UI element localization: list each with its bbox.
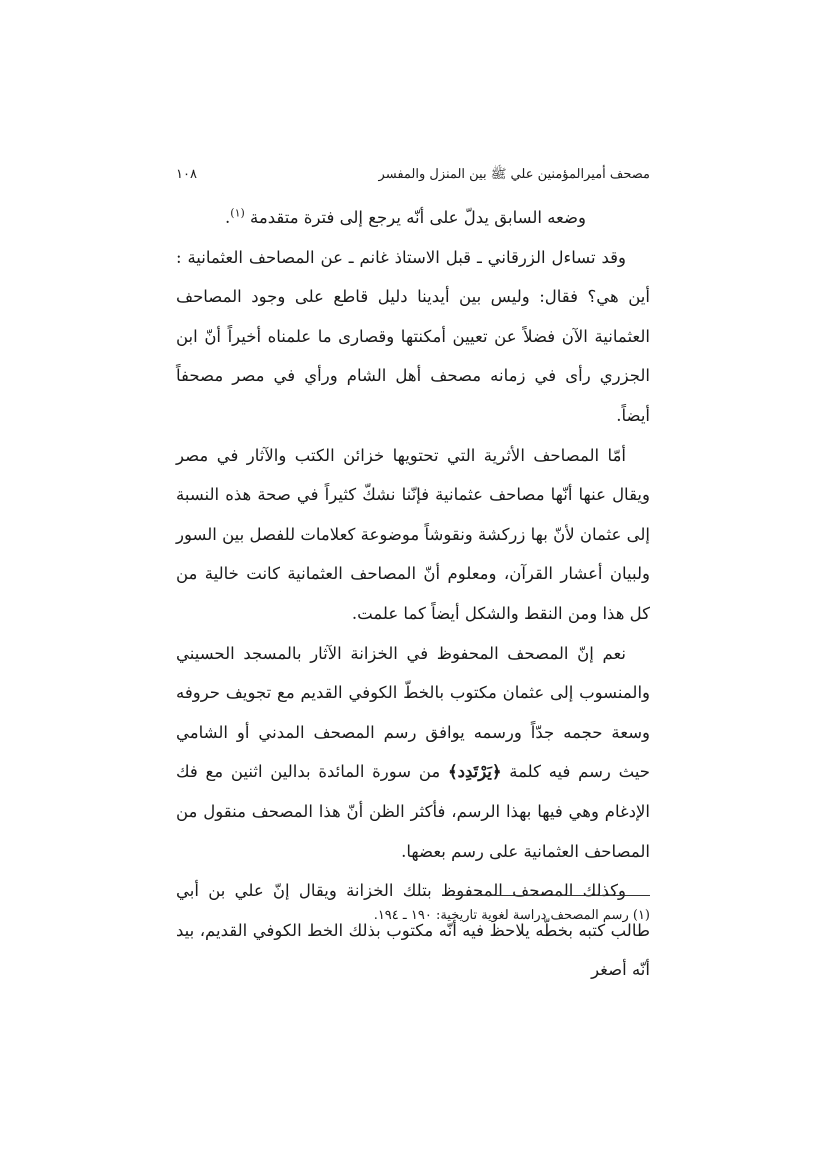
paragraph-text: وقد تساءل الزرقاني ـ قبل الاستاذ غانم ـ عن المصاحف العثمانية : أين هي؟ فقال: وليس بين أيدينا دليل قاطع على وجود المصاحف العثمانية الآن فضلاً عن تعيين أمكنتها وقصارى ما علمناه أخيراً أنّ ابن الجزري رأى في زمانه مصحف أهل الشام ورأي في مصر مصحفاً أيضاً. [176,247,650,425]
quran-word: ﴿يَرْتَدِد﴾ [447,762,502,782]
paragraph-text: نعم إنّ المصحف المحفوظ في الخزانة الآثار بالمسجد الحسيني والمنسوب إلى عثمان مكتوب بالخطّ الكوفي القديم مع تجويف حروفه وسعة حجمه جدّاً ورسمه يوافق رسم المصحف المدني أو الشامي حيث رسم فيه كلمة [176,643,650,782]
paragraph [176,238,650,436]
running-head [176,164,650,186]
body-text [176,198,650,990]
footnote-reference: (١) [230,206,245,220]
footnote-divider [452,895,650,896]
paragraph-text: . [225,208,231,227]
paragraph [176,198,650,238]
paragraph-text: وضعه السابق يدلّ على أنّه يرجع إلى فترة متقدمة [244,208,586,227]
paragraph [176,634,650,872]
page-number: ١٠٨ [176,167,197,182]
paragraph-text: من سورة المائدة بدالين اثنين مع فك الإدغام وهي فيها بهذا الرسم، فأكثر الظن أنّ هذا المصحف منقول من المصاحف العثمانية على رسم بعضها. [176,762,650,861]
footnote: (١) رسم المصحف دراسة لغوية تاريخية: ١٩٠ ـ ١٩٤. [373,908,650,923]
paragraph-text: وكذلك المصحف المحفوظ بتلك الخزانة ويقال إنّ علي بن أبي طالب كتبه بخطّه يلاحظ فيه أنّه مكتوب بذلك الخط الكوفي القديم، بيد أنّه أصغر [176,881,650,980]
paragraph [176,436,650,634]
paragraph-text: أمّا المصاحف الأثرية التي تحتويها خزائن الكتب والآثار في مصر ويقال عنها أنّها مصاحف عثمانية فإنّنا نشكّ كثيراً في صحة هذه النسبة إلى عثمان لأنّ بها زركشة ونقوشاً موضوعة كعلامات للفصل بين السور ولبيان أعشار القرآن، ومعلوم أنّ المصاحف العثمانية كانت خالية من كل هذا ومن النقط والشكل أيضاً كما علمت. [176,445,650,623]
paragraph [176,871,650,990]
running-head-title: مصحف أميرالمؤمنين علي ﷺ بين المنزل والمفسر [378,167,650,182]
